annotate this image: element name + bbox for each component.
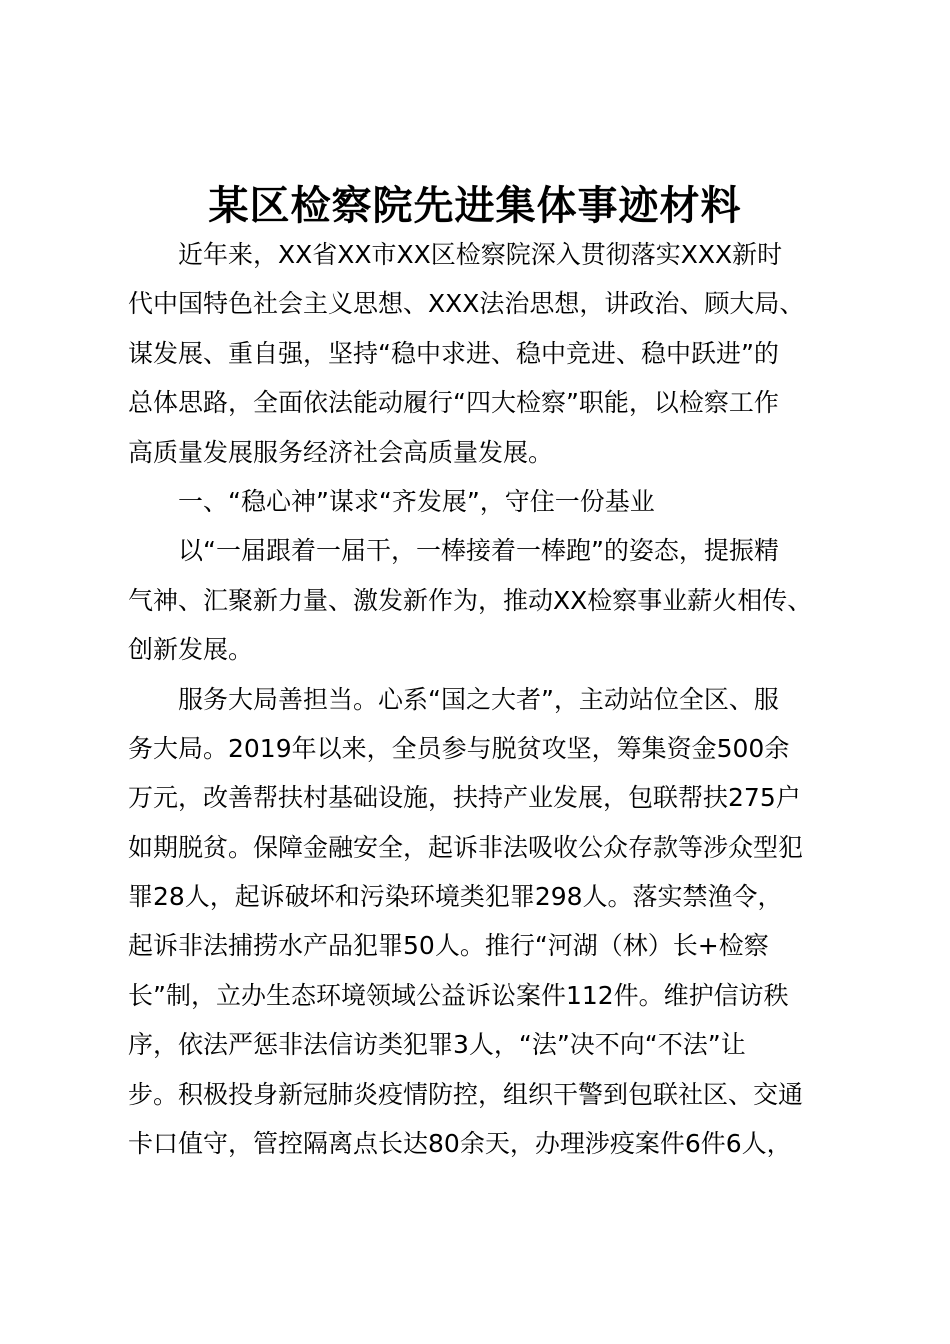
- paragraph-line: 万元，改善帮扶村基础设施，扶持产业发展，包联帮扶275户: [128, 783, 801, 813]
- document-title: 某区检察院先进集体事迹材料: [208, 182, 742, 229]
- paragraph-line: 高质量发展服务经济社会高质量发展。: [128, 437, 554, 467]
- paragraph-line: 总体思路，全面依法能动履行“四大检察”职能，以检察工作: [128, 388, 779, 418]
- paragraph-line: 长”制，立办生态环境领域公益诉讼案件112件。维护信访秩: [128, 980, 789, 1010]
- paragraph-line: 创新发展。: [128, 635, 254, 665]
- paragraph-line: 务大局。2019年以来，全员参与脱贫攻坚，筹集资金500余: [128, 733, 790, 763]
- paragraph-line: 服务大局善担当。心系“国之大者”，主动站位全区、服: [178, 684, 779, 714]
- paragraph-line: 罪28人，起诉破坏和污染环境类犯罪298人。落实禁渔令，: [128, 882, 783, 912]
- paragraph-line: 卡口值守，管控隔离点长达80余天，办理涉疫案件6件6人，: [128, 1129, 792, 1159]
- paragraph-line: 起诉非法捕捞水产品犯罪50人。推行“河湖（林）长+检察: [128, 931, 769, 961]
- document-body: [128, 230, 840, 1168]
- paragraph-line: 近年来，XX省XX市XX区检察院深入贯彻落实XXX新时: [178, 240, 783, 269]
- paragraph-line: 代中国特色社会主义思想、XXX法治思想，讲政治、顾大局、: [128, 289, 805, 319]
- section-heading: 一、“稳心神”谋求“齐发展”，守住一份基业: [178, 486, 655, 516]
- paragraph-line: 气神、汇聚新力量、激发新作为，推动XX检察事业薪火相传、: [128, 585, 813, 615]
- paragraph-line: 谋发展、重自强，坚持“稳中求进、稳中竞进、稳中跃进”的: [128, 338, 779, 368]
- paragraph-line: 步。积极投身新冠肺炎疫情防控，组织干警到包联社区、交通: [128, 1079, 804, 1109]
- paragraph-line: 序，依法严惩非法信访类犯罪3人，“法”决不向“不法”让: [128, 1030, 746, 1060]
- paragraph-line: 如期脱贫。保障金融安全，起诉非法吸收公众存款等涉众型犯: [128, 832, 804, 862]
- paragraph-line: 以“一届跟着一届干，一棒接着一棒跑”的姿态，提振精: [178, 536, 779, 566]
